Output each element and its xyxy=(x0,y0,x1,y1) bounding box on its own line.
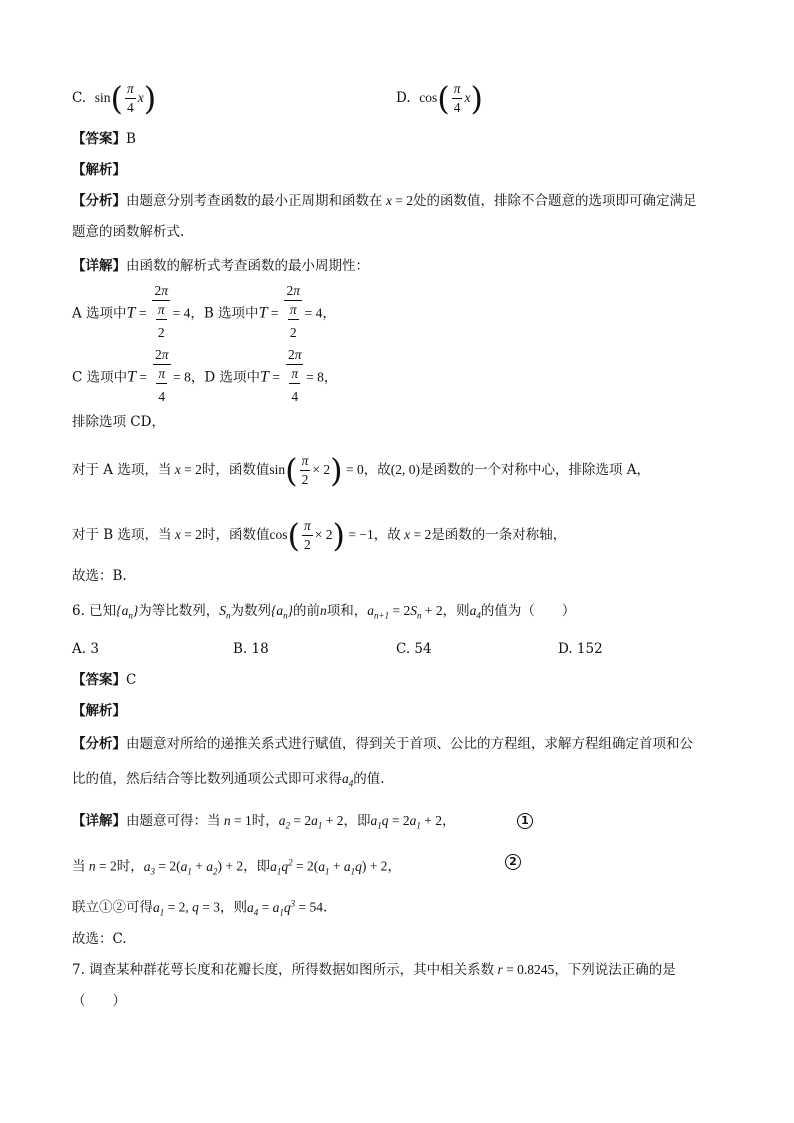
fraction-2pi-over-pi2: $\frac{2\pi}{\frac{\pi}{2}}$ xyxy=(286,283,300,340)
q6-xiangjie-line1: 【详解】由题意可得：当 n = 1时，$a_2 = 2a_1 + 2$，即$a_1q = 2a_1 + 2$， xyxy=(72,813,456,831)
q7-stem-line2: （ ） xyxy=(72,993,126,1009)
q5-analysis-tag: 【解析】 xyxy=(72,162,126,178)
period-cd: C 选项中T = $\frac{2\pi}{\frac{\pi}{4}}$ = 8，D 选项中T = $\frac{2\pi}{\frac{\pi}{4}}$ = 8， xyxy=(72,346,734,410)
q5-answer: 【答案】B xyxy=(72,131,136,147)
fraction-2pi-over-pi4: $\frac{2\pi}{\frac{\pi}{4}}$ xyxy=(287,347,302,404)
q6-option-b: B. 18 xyxy=(233,641,269,657)
q6-lianli: 联立①②可得$a_1 = 2$, q = 3，则$a_4 = a_1q^3 = 54$. xyxy=(72,898,328,918)
fraction-pi-over-4: $\frac{\pi}{4}$ xyxy=(126,81,134,115)
option-d: D. cos( $\frac{\pi}{4}$ x) xyxy=(396,79,483,118)
q5-choose: 故选：B. xyxy=(72,568,127,584)
q6-option-d: D. 152 xyxy=(558,641,603,657)
q6-fenxi-line2: 比的值，然后结合等比数列通项公式即可求得$a_4$的值. xyxy=(72,771,385,789)
option-c: C. sin( $\frac{\pi}{4}$ x) xyxy=(72,79,157,118)
exclude-cd: 排除选项 CD， xyxy=(72,414,165,430)
q6-stem: 6. 已知$\{a_n\}$为等比数列，$S_n$为数列$\{a_n\}$的前n项和，$a_{n+1} = 2S_n + 2$，则$a_4$的值为（ ） xyxy=(72,603,576,621)
fraction-2pi-over-pi2: $\frac{2\pi}{\frac{\pi}{2}}$ xyxy=(154,283,168,340)
q5-fenxi-line2: 题意的函数解析式. xyxy=(72,224,185,240)
q6-answer: 【答案】C xyxy=(72,672,137,688)
q5-fenxi-line1: 【分析】由题意分别考查函数的最小正周期和函数在 x = 2处的函数值，排除不合题意的选项即可确定满足 xyxy=(72,193,697,209)
for-a: 对于 A 选项，当 x = 2时，函数值sin( $\frac{\pi}{2}$ × 2) = 0，故(2, 0)是函数的一个对称中心，排除选项 A， xyxy=(72,451,651,490)
for-b: 对于 B 选项，当 x = 2时，函数值cos( $\frac{\pi}{2}$ × 2) = −1，故 x = 2是函数的一条对称轴， xyxy=(72,516,567,555)
q6-choose: 故选：C. xyxy=(72,931,127,947)
circled-2: 2 xyxy=(505,853,521,870)
fraction-pi-over-4: $\frac{\pi}{4}$ xyxy=(453,81,461,115)
q6-option-c: C. 54 xyxy=(396,641,432,657)
q6-option-a: A. 3 xyxy=(72,641,99,657)
q7-stem-line1: 7. 调查某种群花萼长度和花瓣长度，所得数据如图所示，其中相关系数 r = 0.8245，下列说法正确的是 xyxy=(72,962,676,978)
q6-fenxi-line1: 【分析】由题意对所给的递推关系式进行赋值，得到关于首项、公比的方程组，求解方程组确定首项和公 xyxy=(72,736,693,752)
q6-analysis-tag: 【解析】 xyxy=(72,703,126,719)
fraction-2pi-over-pi4: $\frac{2\pi}{\frac{\pi}{4}}$ xyxy=(155,347,169,404)
q6-xiangjie-line2: 当 n = 2时，$a_3 = 2(a_1 + a_2) + 2$，即$a_1q^2 = 2(a_1 + a_1q) + 2$， xyxy=(72,857,401,877)
period-ab: A 选项中T = $\frac{2\pi}{\frac{\pi}{2}}$ = 4，B 选项中T = $\frac{2\pi}{\frac{\pi}{2}}$ = 4， xyxy=(72,282,734,346)
q5-xiangjie: 【详解】由函数的解析式考查函数的最小周期性： xyxy=(72,258,369,274)
circled-1: 1 xyxy=(517,812,533,829)
